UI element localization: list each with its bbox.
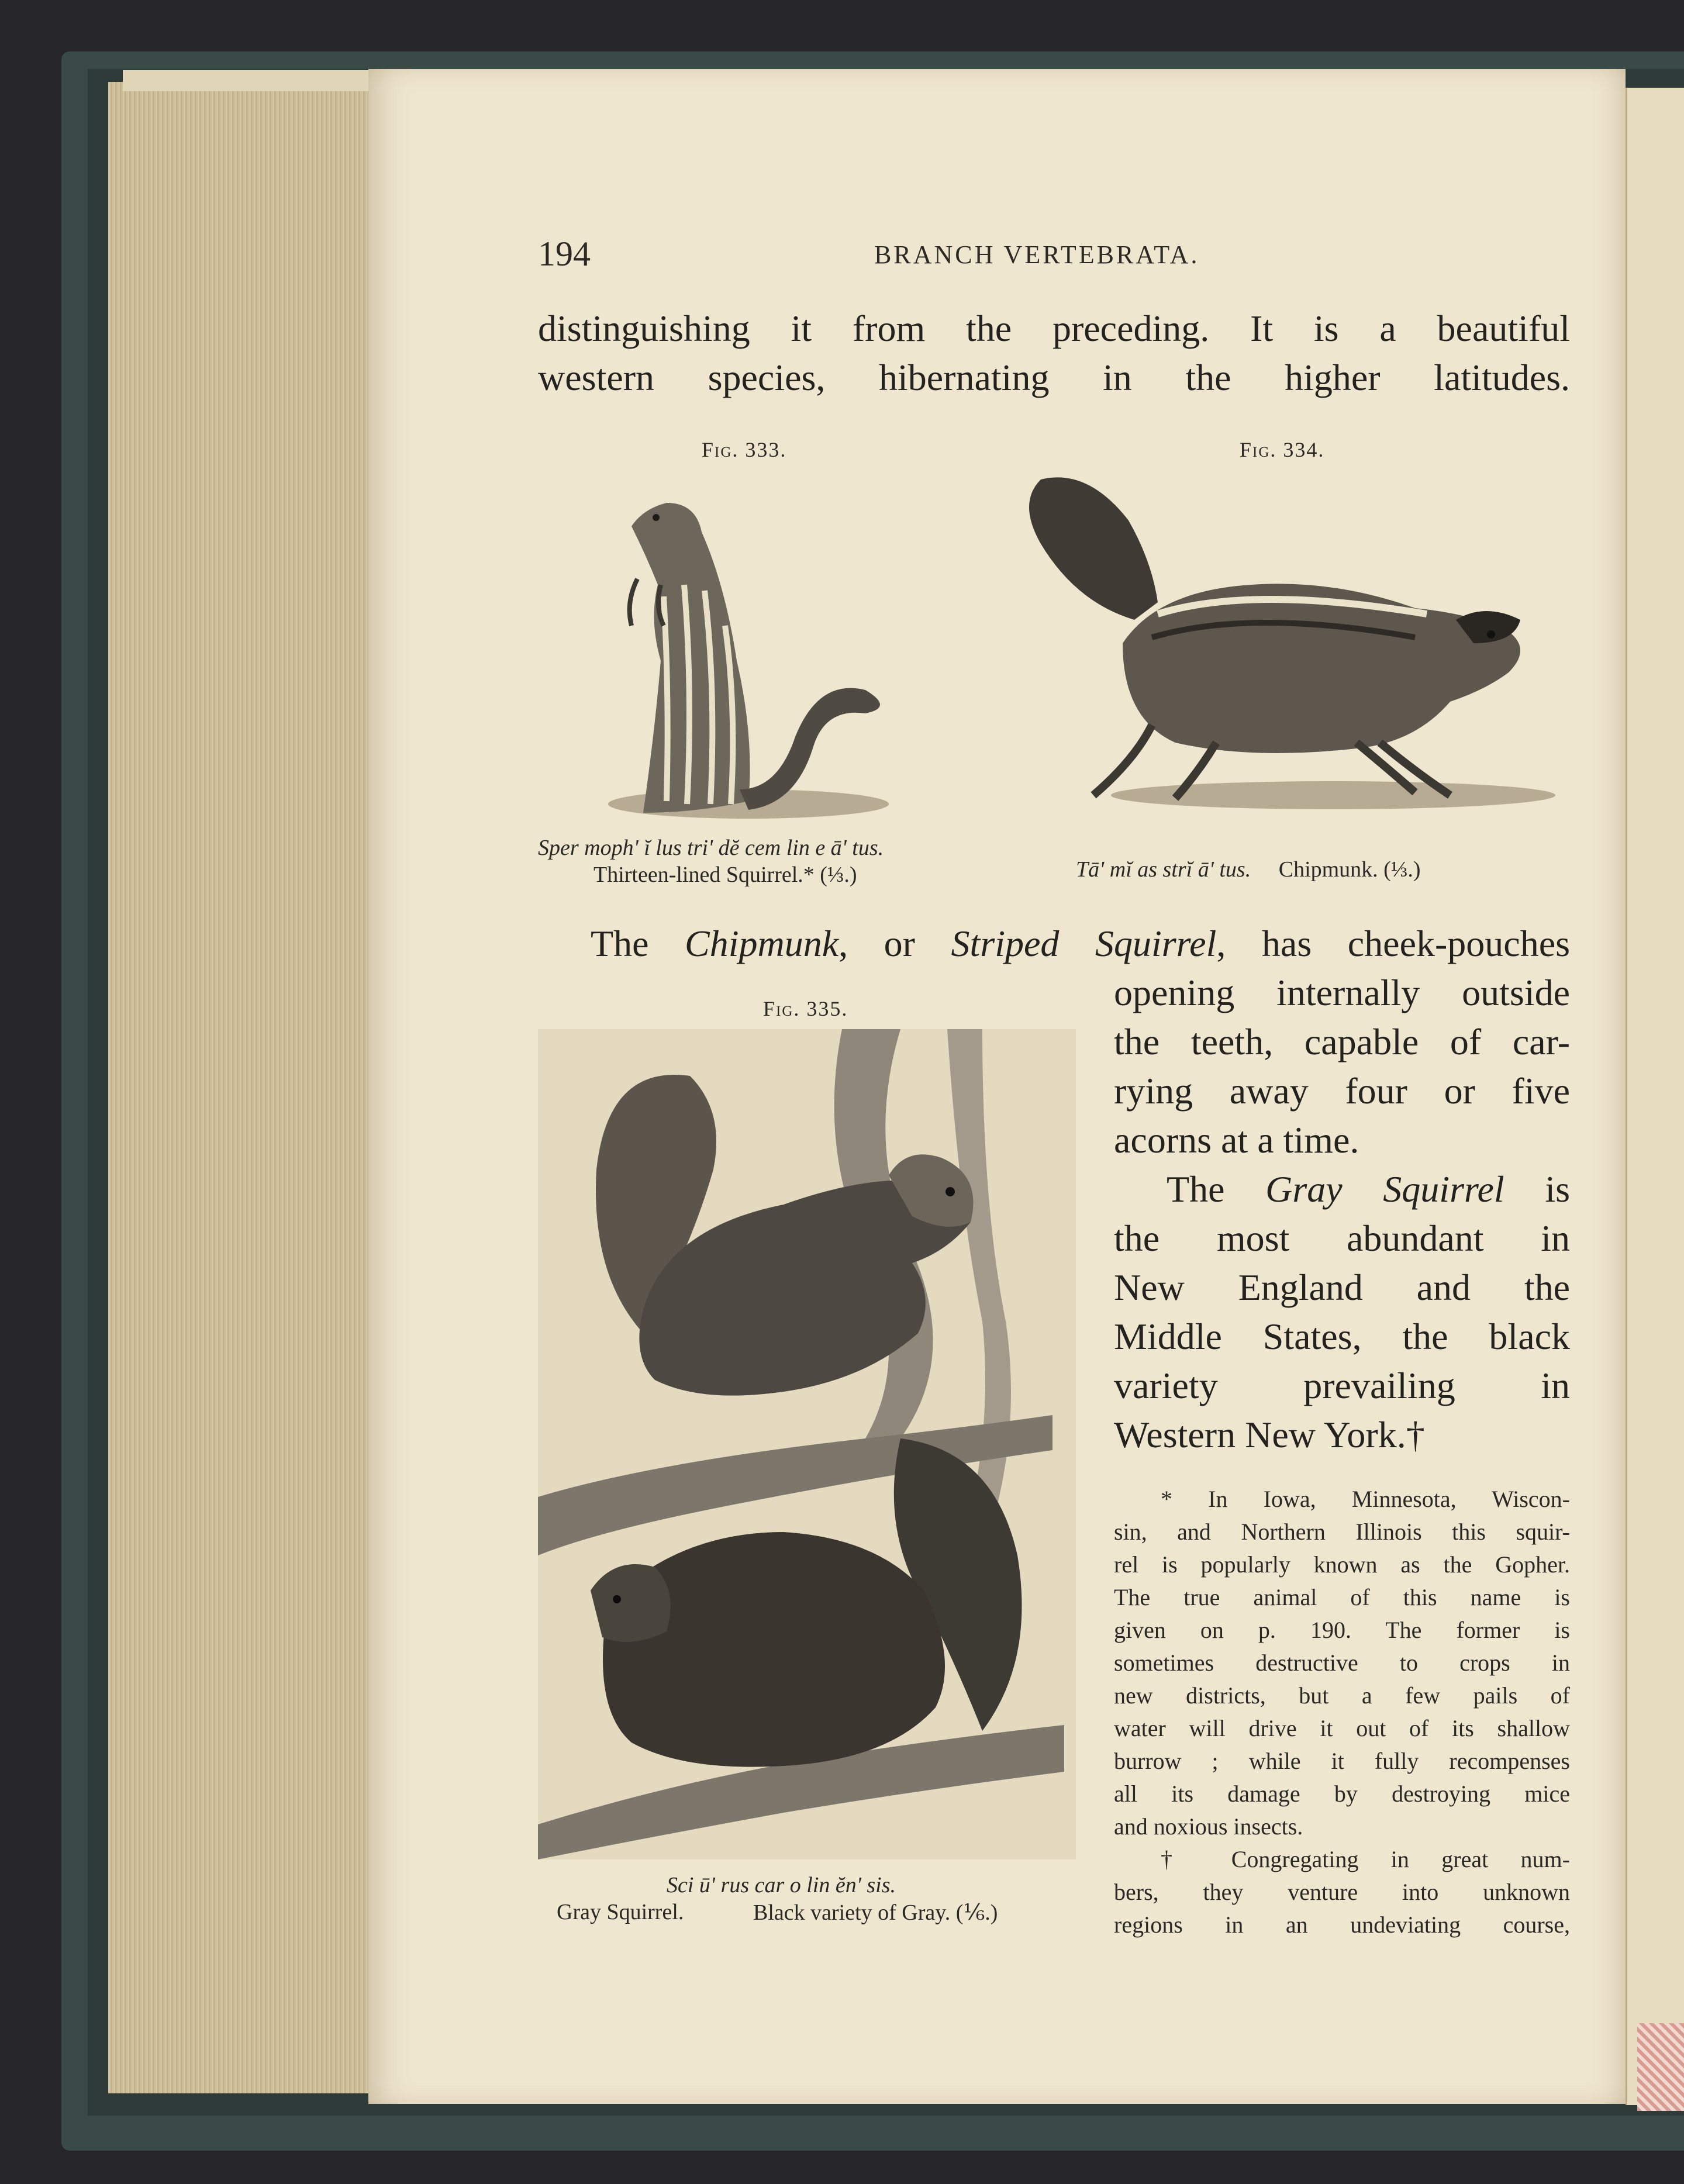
- fig-334-caption: Chipmunk. (⅓.): [1278, 857, 1421, 882]
- gray-squirrel-paragraph: [1114, 1165, 1570, 1460]
- gray-line: the most abundant in: [1114, 1217, 1570, 1259]
- page-edges: [108, 82, 370, 2093]
- gray-line: Western New York.†: [1114, 1414, 1425, 1455]
- footnote-line: given on p. 190. The former is: [1114, 1617, 1570, 1643]
- chipmunk-illustration: [1006, 468, 1567, 819]
- intro-line: western species, hibernating in the higher latitudes.: [538, 357, 1570, 398]
- footnote-line: sometimes destructive to crops in: [1114, 1650, 1570, 1676]
- bookmark-ribbon: [1637, 2023, 1684, 2111]
- page-number: 194: [538, 234, 591, 273]
- gray-squirrel-illustration: [538, 1029, 1076, 1859]
- footnote-line: water will drive it out of its shallow: [1114, 1715, 1570, 1741]
- footnote-line: burrow ; while it fully recompenses: [1114, 1748, 1570, 1774]
- footnotes: [1114, 1483, 1570, 1941]
- text-span: , has cheek-pouches: [1216, 923, 1571, 964]
- footnote-line: rel is popularly known as the Gopher.: [1114, 1551, 1570, 1578]
- fig-335-caption-right: Black variety of Gray. (⅙.): [753, 1900, 998, 1925]
- running-title: BRANCH VERTEBRATA.: [874, 240, 1200, 269]
- fig-335-caption-left: Gray Squirrel.: [557, 1900, 684, 1924]
- fig-333-caption: Thirteen-lined Squirrel.* (⅓.): [593, 862, 857, 887]
- text-span: The: [591, 923, 685, 964]
- fig-334-label: Fig. 334.: [1240, 438, 1325, 461]
- intro-line: distinguishing it from the preceding. It is a beautiful: [538, 308, 1570, 349]
- footnote-line: new districts, but a few pails of: [1114, 1682, 1570, 1709]
- italic-gray-squirrel: Gray Squirrel: [1265, 1168, 1504, 1210]
- fig-335-latin-text: Sci ū' rus car o lin ĕn' sis.: [667, 1873, 896, 1897]
- fig-334-caption-row: [1076, 857, 1421, 882]
- fig-334-latin-name: Tā' mĭ as strĭ ā' tus.: [1076, 857, 1251, 882]
- text-span: The: [1167, 1168, 1266, 1210]
- fig-333-latin-text: Sper moph' ĭ lus tri' dĕ cem lin e ā' tus.: [538, 836, 884, 860]
- footnote-line: bers, they venture into unknown: [1114, 1879, 1570, 1905]
- text-span: is: [1504, 1168, 1570, 1210]
- chipmunk-line: the teeth, capable of car-: [1114, 1021, 1570, 1062]
- chipmunk-paragraph-first-line: [591, 919, 1570, 968]
- fig-335-label: Fig. 335.: [763, 997, 848, 1020]
- footnote-line: sin, and Northern Illinois this squir-: [1114, 1519, 1570, 1545]
- footnote-line: The true animal of this name is: [1114, 1584, 1570, 1610]
- gray-line: Middle States, the black: [1114, 1316, 1570, 1357]
- footnote-line: regions in an undeviating course,: [1114, 1912, 1570, 1938]
- facing-page-edge: [1626, 88, 1684, 2105]
- italic-striped-squirrel: Striped Squirrel: [951, 923, 1217, 964]
- gray-line: variety prevailing in: [1114, 1365, 1570, 1406]
- chipmunk-line: acorns at a time.: [1114, 1119, 1359, 1161]
- chipmunk-line: opening internally outside: [1114, 972, 1570, 1013]
- chipmunk-line: rying away four or five: [1114, 1070, 1570, 1112]
- text-span: , or: [838, 923, 951, 964]
- gray-line: [1114, 1165, 1570, 1214]
- fig-333-latin-name: [538, 835, 884, 861]
- fig-335-latin-name: [667, 1872, 896, 1898]
- footnote-line: all its damage by destroying mice: [1114, 1781, 1570, 1807]
- thirteen-lined-squirrel-illustration: [591, 485, 895, 824]
- footnote-line: † Congregating in great num-: [1161, 1846, 1570, 1872]
- fig-333-label: Fig. 333.: [702, 438, 787, 461]
- chipmunk-paragraph-continued: [1114, 968, 1570, 1165]
- footnote-line: * In Iowa, Minnesota, Wiscon-: [1161, 1486, 1570, 1512]
- footnote-line: and noxious insects.: [1114, 1813, 1303, 1840]
- intro-paragraph: [538, 304, 1570, 402]
- page-edges-top: [123, 70, 368, 91]
- chipmunk-line: [591, 919, 1570, 968]
- italic-chipmunk: Chipmunk: [685, 923, 839, 964]
- gray-line: New England and the: [1114, 1267, 1570, 1308]
